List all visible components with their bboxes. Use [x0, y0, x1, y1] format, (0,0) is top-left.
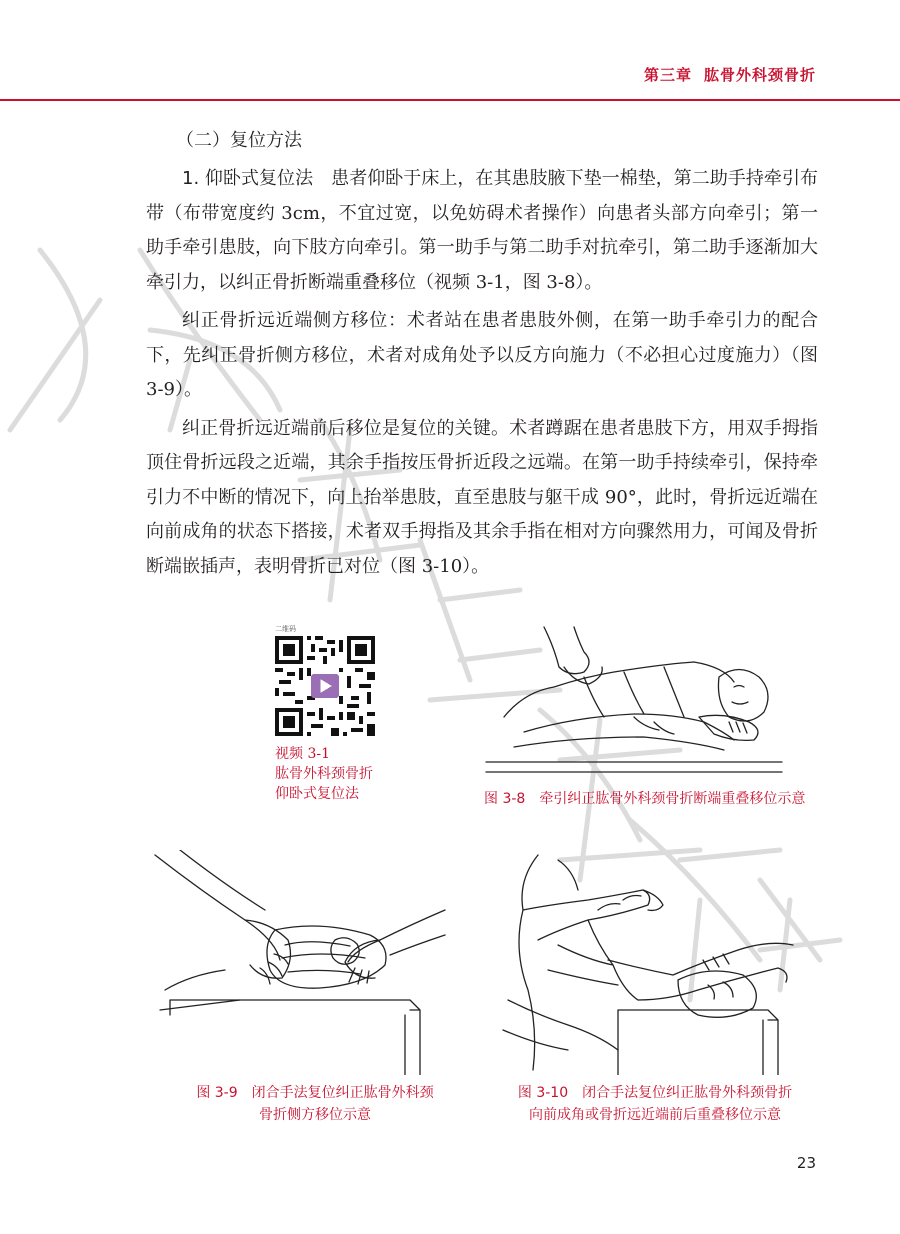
figure-3-10-caption	[500, 1082, 810, 1126]
header-rule	[0, 99, 900, 101]
body-text	[146, 124, 818, 584]
figure-3-9-caption	[170, 1082, 460, 1126]
figure-3-10-illustration	[498, 850, 798, 1075]
chapter-number: 第三章	[643, 66, 692, 84]
figure-3-9-illustration	[150, 850, 450, 1075]
chapter-title: 肱骨外科颈骨折	[703, 66, 816, 84]
video-title-1: 肱骨外科颈骨折	[275, 766, 373, 782]
figure-3-10-text-1: 闭合手法复位纠正肱骨外科颈骨折	[582, 1085, 793, 1101]
method-heading: 1. 仰卧式复位法	[182, 168, 314, 189]
figure-3-9-text-1: 闭合手法复位纠正肱骨外科颈	[251, 1085, 434, 1101]
video-number: 视频 3-1	[275, 746, 330, 762]
video-qr-block	[275, 624, 405, 804]
figure-3-9-label: 图 3-9	[196, 1085, 238, 1101]
running-header	[644, 64, 816, 85]
paragraph-text: 患者仰卧于床上，在其患肢腋下垫一棉垫，第二助手持牵引布带（布带宽度约 3cm，不宜过宽，以免妨碍术者操作）向患者头部方向牵引；第一助手牵引患肢，向下肢方向牵引。第一助手与第二助手对抗牵引，第二助手逐渐加大牵引力，以纠正骨折断端重叠移位（视频 3-1，图 3-8）。	[146, 168, 818, 293]
figure-3-8-label: 图 3-8	[484, 791, 526, 807]
paragraph-supine-method	[146, 162, 818, 300]
figure-3-10-text-2: 向前成角或骨折远近端前后重叠移位示意	[529, 1107, 781, 1123]
qr-code[interactable]	[275, 636, 375, 736]
figure-3-8-illustration	[484, 622, 784, 782]
figure-3-8-caption	[484, 788, 824, 810]
section-title: （二）复位方法	[176, 130, 302, 151]
figure-3-8-text: 牵引纠正肱骨外科颈骨折断端重叠移位示意	[539, 791, 806, 807]
video-caption	[275, 744, 405, 804]
paragraph-lateral-displacement: 纠正骨折远近端侧方移位：术者站在患者患肢外侧，在第一助手牵引力的配合下，先纠正骨折侧方移位，术者对成角处予以反方向施力（不必担心过度施力）（图 3-9）。	[146, 310, 818, 400]
video-title-2: 仰卧式复位法	[275, 786, 359, 802]
paragraph-anteroposterior-displacement: 纠正骨折远近端前后移位是复位的关键。术者蹲踞在患者患肢下方，用双手拇指顶住骨折远段之近端，其余手指按压骨折近段之远端。在第一助手持续牵引，保持牵引力不中断的情况下，向上抬举患肢，直至患肢与躯干成 90°，此时，骨折远近端在向前成角的状态下搭接，术者双手拇指及其余手指在相对方向骤然用力，可闻及骨折断端嵌插声，表明骨折已对位（图 3-10）。	[146, 417, 818, 577]
figure-3-10-label: 图 3-10	[517, 1085, 569, 1101]
figure-3-9-text-2: 骨折侧方移位示意	[259, 1107, 371, 1123]
qr-label: 二维码	[275, 625, 296, 633]
page-number: 23	[796, 1154, 816, 1172]
